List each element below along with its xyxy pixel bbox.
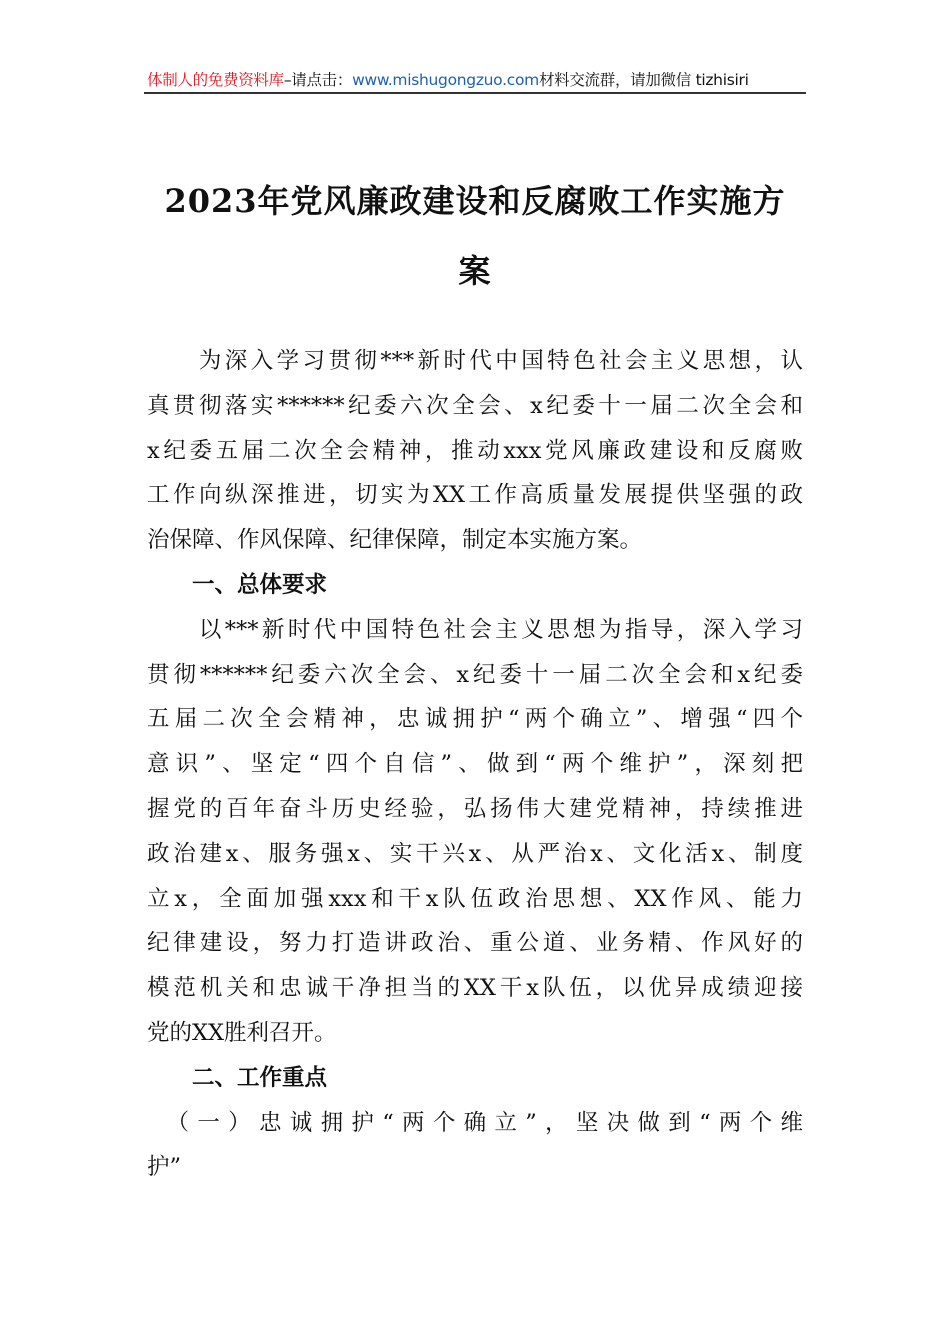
- body-line: 为深入学习贯彻***新时代中国特色社会主义思想，认: [147, 348, 803, 374]
- body-line: 立x，全面加强xxx和干x队伍政治思想、XX作风、能力: [147, 885, 803, 912]
- body-line: 五届二次全会精神，忠诚拥护“两个确立”、增强“四个: [147, 706, 803, 733]
- body-line: 政治建x、服务强x、实干兴x、从严治x、文化活x、制度: [147, 840, 803, 867]
- body-line: 模范机关和忠诚干净担当的XX干x队伍，以优异成绩迎接: [147, 975, 803, 1002]
- brand-text: 体制人的免费资料库: [147, 71, 284, 89]
- body-line: x纪委五届二次全会精神，推动xxx党风廉政建设和反腐败: [147, 437, 803, 464]
- body-line: 治保障、作风保障、纪律保障，制定本实施方案。: [147, 527, 643, 554]
- body-line: （一）忠诚拥护“两个确立”，坚决做到“两个维: [147, 1109, 803, 1136]
- body-line: 护”: [147, 1154, 182, 1181]
- body-line: 真贯彻落实******纪委六次全会、x纪委十一届二次全会和: [147, 392, 803, 419]
- body-line: 贯彻******纪委六次全会、x纪委十一届二次全会和x纪委: [147, 661, 803, 688]
- header-rule: [144, 92, 806, 94]
- site-link[interactable]: www.mishugongzuo.com: [352, 71, 539, 89]
- section-heading: 二、工作重点: [147, 1064, 328, 1091]
- header-banner: [147, 68, 803, 90]
- body-line: 握党的百年奋斗历史经验，弘扬伟大建党精神，持续推进: [147, 796, 803, 822]
- body-line: 以***新时代中国特色社会主义思想为指导，深入学习: [147, 616, 803, 643]
- body-line: 党的XX胜利召开。: [147, 1020, 337, 1046]
- section-heading: 一、总体要求: [147, 572, 328, 598]
- header-tail: 材料交流群，请加微信 tizhisiri: [538, 71, 749, 89]
- doc-title-line-2: 案: [458, 252, 492, 290]
- body-line: 纪律建设，努力打造讲政治、重公道、业务精、作风好的: [147, 930, 803, 957]
- body-line: 意识”、坚定“四个自信”、做到“两个维护”，深刻把: [147, 751, 803, 778]
- body-line: 工作向纵深推进，切实为XX工作高质量发展提供坚强的政: [147, 482, 803, 509]
- prompt-text: –请点击：: [283, 71, 353, 89]
- doc-title-line-1: 2023年党风廉政建设和反腐败工作实施方: [164, 182, 786, 220]
